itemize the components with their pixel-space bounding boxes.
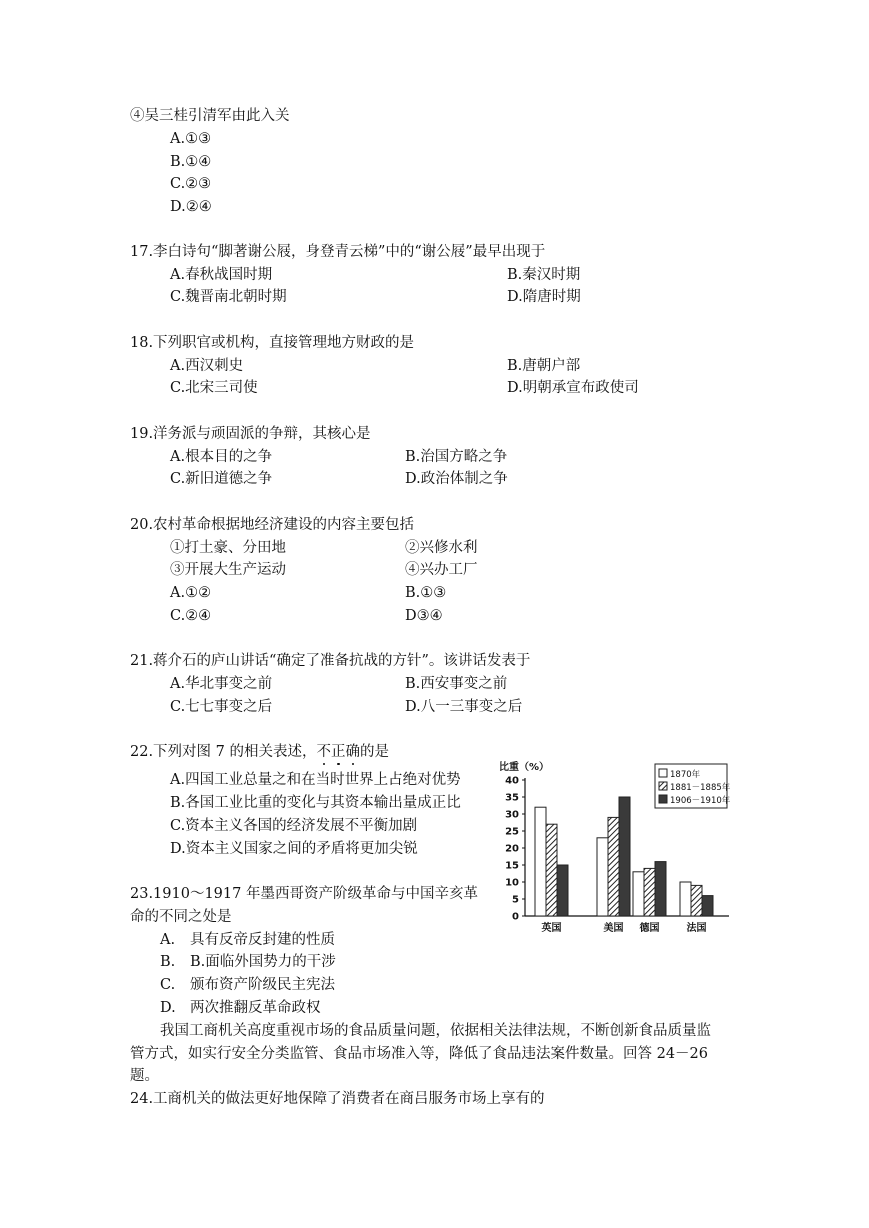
q22-option-a[interactable]: A.四国工业总量之和在当时世界上占绝对优势 xyxy=(170,772,461,788)
bar-3 xyxy=(619,797,630,916)
q22-emphasis-char: 确 xyxy=(345,744,361,760)
q19-option-c[interactable]: C.新旧道德之争 xyxy=(170,471,273,487)
legend-swatch xyxy=(659,782,667,790)
q20-option-a[interactable]: A.①② xyxy=(170,585,212,601)
bar-2 xyxy=(608,817,619,916)
bar-1 xyxy=(535,807,546,916)
q17-option-b[interactable]: B.秦汉时期 xyxy=(507,267,581,283)
q23-stem-line1: 23.1910～1917 年墨西哥资产阶级革命与中国辛亥革 xyxy=(130,886,478,902)
q23-option-text: 具有反帝反封建的性质 xyxy=(190,932,335,948)
q21-option-c[interactable]: C.七七事变之后 xyxy=(170,699,273,715)
q18-stem: 18.下列职官或机构，直接管理地方财政的是 xyxy=(130,335,415,351)
q23-stem-line2: 命的不同之处是 xyxy=(130,909,232,925)
q18-option-a[interactable]: A.西汉刺史 xyxy=(170,358,244,374)
x-tick-label: 英国 xyxy=(541,923,562,934)
q20-item-1: ①打土豪、分田地 xyxy=(170,540,286,556)
q20-stem: 20.农村革命根据地经济建设的内容主要包括 xyxy=(130,517,415,533)
y-tick-label: 40 xyxy=(505,775,519,787)
q23-option-letter: A. xyxy=(160,932,176,948)
y-tick-label: 5 xyxy=(512,894,519,906)
bar-2 xyxy=(691,885,702,916)
bar-3 xyxy=(655,862,666,916)
y-tick-label: 25 xyxy=(505,826,519,838)
q21-option-a[interactable]: A.华北事变之前 xyxy=(170,676,273,692)
q21-stem: 21.蒋介石的庐山讲话“确定了准备抗战的方针”。该讲话发表于 xyxy=(130,653,531,669)
q23-option-text: 两次推翻反革命政权 xyxy=(190,1000,321,1016)
q22-option-c[interactable]: C.资本主义各国的经济发展不平衡加剧 xyxy=(170,818,418,834)
q22-option-b[interactable]: B.各国工业比重的变化与其资本输出量成正比 xyxy=(170,795,461,811)
q24-stem: 24.工商机关的做法更好地保障了消费者在商吕服务市场上享有的 xyxy=(130,1091,545,1107)
q23-option-a[interactable] xyxy=(160,930,335,950)
bar-1 xyxy=(597,838,608,916)
q16-stem: ④吴三桂引清军由此入关 xyxy=(130,108,290,124)
y-tick-label: 15 xyxy=(505,860,519,872)
q20-item-2: ②兴修水利 xyxy=(405,540,478,556)
q23-option-letter: D. xyxy=(160,1000,176,1016)
q21-option-d[interactable]: D.八一三事变之后 xyxy=(405,699,523,715)
q22-emphasis-char: 不 xyxy=(316,744,332,760)
q23-option-letter: C. xyxy=(160,977,176,993)
x-tick-label: 法国 xyxy=(686,923,707,934)
q22-stem-post: 的是 xyxy=(360,744,390,760)
bar-3 xyxy=(702,896,713,916)
q22-stem xyxy=(130,742,389,762)
q20-option-b[interactable]: B.①③ xyxy=(405,585,447,601)
q21-option-b[interactable]: B.西安事变之前 xyxy=(405,676,508,692)
q22-option-d[interactable]: D.资本主义国家之间的矛盾将更加尖锐 xyxy=(170,841,418,857)
q16-option-d[interactable]: D.②④ xyxy=(170,199,212,215)
legend-swatch xyxy=(659,795,667,803)
bar-2 xyxy=(546,824,557,916)
y-tick-label: 0 xyxy=(512,911,519,923)
passage-line-1: 我国工商机关高度重视市场的食品质量问题，依据相关法律法规，不断创新食品质量监 xyxy=(160,1023,711,1039)
q16-option-a[interactable]: A.①③ xyxy=(170,131,212,147)
q23-option-d[interactable] xyxy=(160,998,321,1018)
q19-stem: 19.洋务派与顽固派的争辩，其核心是 xyxy=(130,426,371,442)
y-axis-label: 比重（%） xyxy=(499,762,550,773)
industry-share-chart-svg xyxy=(495,758,735,938)
q23-option-b[interactable] xyxy=(160,952,336,972)
y-tick-label: 35 xyxy=(505,792,519,804)
q22-stem-pre: 22.下列对图 7 的相关表述， xyxy=(130,744,317,760)
passage-line-3: 题。 xyxy=(130,1068,159,1084)
y-tick-label: 10 xyxy=(505,877,519,889)
q17-option-a[interactable]: A.春秋战国时期 xyxy=(170,267,273,283)
q20-option-c[interactable]: C.②④ xyxy=(170,608,212,624)
q20-option-d[interactable]: D③④ xyxy=(405,608,443,624)
q17-stem: 17.李白诗句“脚著谢公屐，身登青云梯”中的“谢公屐”最早出现于 xyxy=(130,244,546,260)
legend-swatch xyxy=(659,769,667,777)
x-tick-label: 德国 xyxy=(639,923,660,934)
legend-label: 1881－1885年 xyxy=(670,783,731,793)
q18-option-c[interactable]: C.北宋三司使 xyxy=(170,380,258,396)
q23-option-text: 颁布资产阶级民主宪法 xyxy=(190,977,335,993)
bar-1 xyxy=(633,872,644,916)
q17-option-c[interactable]: C.魏晋南北朝时期 xyxy=(170,289,287,305)
q18-option-b[interactable]: B.唐朝户部 xyxy=(507,358,581,374)
q20-item-3: ③开展大生产运动 xyxy=(170,562,286,578)
legend-label: 1906－1910年 xyxy=(670,796,731,806)
q17-option-d[interactable]: D.隋唐时期 xyxy=(507,289,581,305)
bar-2 xyxy=(644,868,655,916)
q23-option-c[interactable] xyxy=(160,975,335,995)
q16-option-c[interactable]: C.②③ xyxy=(170,176,212,192)
q18-option-d[interactable]: D.明朝承宣布政使司 xyxy=(507,380,639,396)
q20-item-4: ④兴办工厂 xyxy=(405,562,478,578)
passage-line-2: 管方式，如实行安全分类监管、食品市场准入等，降低了食品违法案件数量。回答 24－26 xyxy=(130,1046,709,1062)
y-tick-label: 20 xyxy=(505,843,519,855)
bar-3 xyxy=(557,865,568,916)
q23-option-letter: B. xyxy=(160,954,176,970)
q22-emphasis-char: 正 xyxy=(331,744,346,760)
bar-1 xyxy=(680,882,691,916)
q19-option-b[interactable]: B.治国方略之争 xyxy=(405,449,508,465)
q16-option-b[interactable]: B.①④ xyxy=(170,154,212,170)
industry-share-chart xyxy=(495,758,735,938)
y-tick-label: 30 xyxy=(505,809,519,821)
q23-option-text: B.面临外国势力的干涉 xyxy=(190,954,336,970)
q19-option-d[interactable]: D.政治体制之争 xyxy=(405,471,508,487)
x-tick-label: 美国 xyxy=(603,923,624,934)
q19-option-a[interactable]: A.根本目的之争 xyxy=(170,449,273,465)
legend-label: 1870年 xyxy=(670,770,701,780)
